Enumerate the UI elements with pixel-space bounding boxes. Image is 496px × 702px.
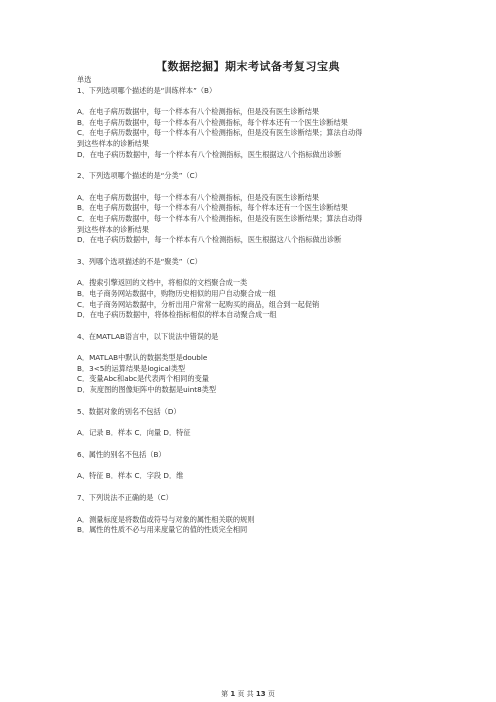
option-line: B．属性的性质不必与用来度量它的值的性质完全相同 — [77, 525, 248, 535]
option-line: D．在电子病历数据中，每一个样本有八个检测指标，医生根据这八个指标做出诊断 — [77, 235, 342, 245]
option-line: 到这些样本的诊断结果 — [77, 138, 149, 148]
section-label: 单选 — [77, 75, 92, 84]
question-2 — [77, 171, 437, 246]
question-text: 7、下列说法不正确的是（C） — [77, 493, 173, 503]
question-text: 1、下列选项哪个描述的是“训练样本”（B） — [77, 85, 217, 95]
question-text: 4、在MATLAB语言中，以下说法中错误的是 — [77, 331, 219, 341]
option-line: A．在电子病历数据中，每一个样本有八个检测指标，但是没有医生诊断结果 — [77, 192, 320, 202]
footer-mid: 页 共 — [237, 690, 254, 698]
option-line: C．电子商务网站数据中，分析出用户常常一起购买的商品，组合到一起促销 — [77, 299, 320, 309]
question-4 — [77, 332, 437, 396]
option-line: B．3<5的运算结果是logical类型 — [77, 363, 186, 373]
page-footer — [0, 689, 496, 699]
question-text: 5、数据对象的别名不包括（D） — [77, 406, 181, 416]
question-5 — [77, 407, 437, 439]
question-text: 3、列哪个选项描述的不是“聚类”（C） — [77, 256, 202, 266]
option-line: B．在电子病历数据中，每一个样本有八个检测指标，每个样本还有一个医生诊断结果 — [77, 117, 348, 127]
option-line: A、特征 B．样本 C．字段 D．维 — [77, 471, 184, 481]
option-line: A．搜索引擎返回的文档中，将相似的文档聚合成一类 — [77, 278, 248, 288]
option-line: B．在电子病历数据中，每一个样本有八个检测指标，每个样本还有一个医生诊断结果 — [77, 203, 348, 213]
question-text: 6、属性的别名不包括（B） — [77, 449, 166, 459]
option-line: D．在电子病历数据中，每一个样本有八个检测指标，医生根据这八个指标做出诊断 — [77, 149, 342, 159]
option-line: C．变量Abc和abc是代表两个相同的变量 — [77, 374, 209, 384]
document-body — [77, 75, 437, 536]
option-line: A．在电子病历数据中，每一个样本有八个检测指标，但是没有医生诊断结果 — [77, 107, 320, 117]
option-line: A．测量标度是将数值或符号与对象的属性相关联的规则 — [77, 514, 255, 524]
option-line: D．在电子病历数据中，将体检指标相似的样本自动聚合成一组 — [77, 310, 277, 320]
footer-suffix: 页 — [267, 690, 275, 698]
footer-prefix: 第 — [221, 690, 229, 698]
question-7 — [77, 493, 437, 536]
option-line: C．在电子病历数据中，每一个样本有八个检测指标，但是没有医生诊断结果；算法自动得 — [77, 213, 363, 223]
option-line: C．在电子病历数据中，每一个样本有八个检测指标，但是没有医生诊断结果；算法自动得 — [77, 128, 363, 138]
document-title: 【数据挖掘】期末考试备考复习宝典 — [156, 60, 340, 73]
current-page-number: 1 — [230, 690, 236, 698]
question-1 — [77, 86, 437, 161]
option-line: A．MATLAB中默认的数据类型是double — [77, 353, 208, 363]
total-pages-number: 13 — [255, 690, 266, 698]
option-line: 到这些样本的诊断结果 — [77, 224, 149, 234]
question-3 — [77, 257, 437, 321]
question-6 — [77, 450, 437, 482]
option-line: D．灰度图的图像矩阵中的数据是uint8类型 — [77, 385, 217, 395]
option-line: A．记录 B．样本 C．向量 D．特征 — [77, 428, 191, 438]
question-text: 2、下列选项哪个描述的是“分类”（C） — [77, 171, 202, 181]
option-line: B．电子商务网站数据中，购物历史相似的用户自动聚合成一组 — [77, 288, 276, 298]
